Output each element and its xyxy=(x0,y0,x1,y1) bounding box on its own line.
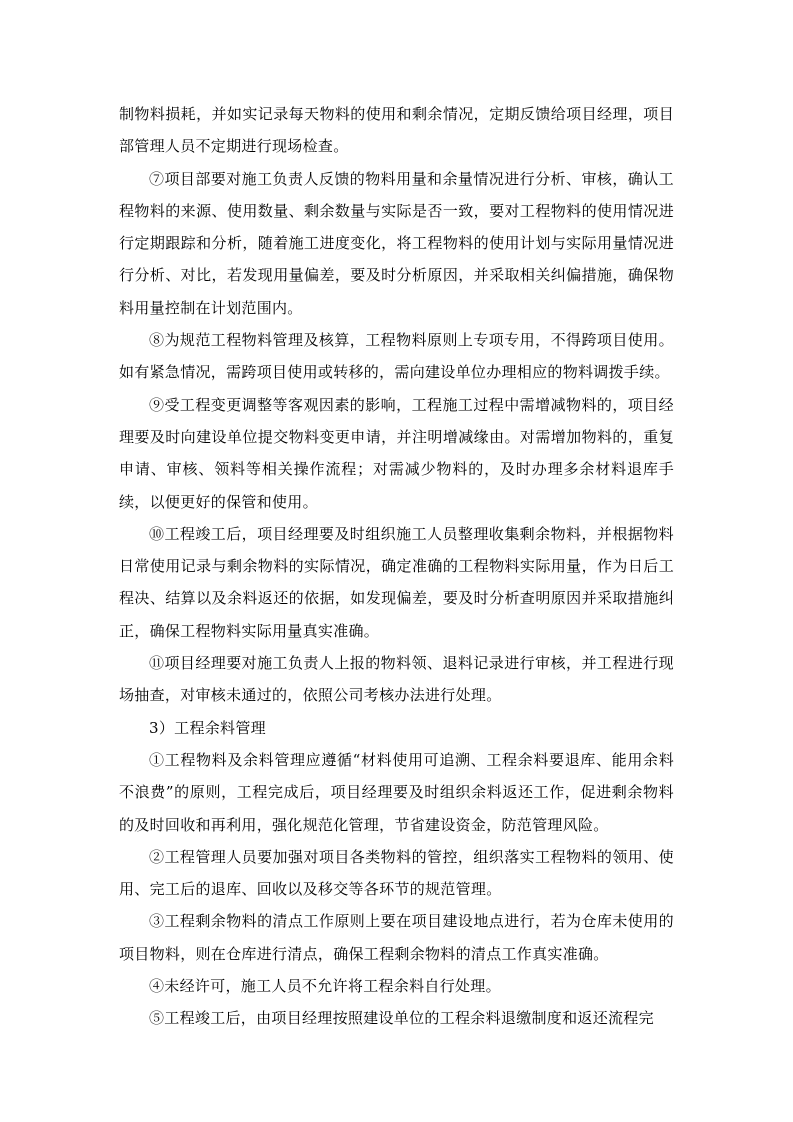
section-paragraph-4: ④未经许可，施工人员不允许将工程余料自行处理。 xyxy=(149,977,501,996)
section-paragraph-5: ⑤工程竣工后，由项目经理按照建设单位的工程余料退缴制度和返还流程完 xyxy=(149,1009,654,1028)
paragraph-item-9: ⑨受工程变更调整等客观因素的影响，工程施工过程中需增减物料的，项目经理要及时向建设单位提交物料变更申请，并注明增减缘由。对需增加物料的，重复申请、审核、领料等相关操作流程；对需减少物料的，及时办理多余材料退库手续，以便更好的保管和使用。 xyxy=(119,395,674,511)
paragraph-item-11: ⑪项目经理要对施工负责人上报的物料领、退料记录进行审核，并工程进行现场抽查，对审核未通过的，依照公司考核办法进行处理。 xyxy=(119,654,674,705)
paragraph-continuation: 制物料损耗，并如实记录每天物料的使用和剩余情况，定期反馈给项目经理，项目部管理人员不定期进行现场检查。 xyxy=(119,105,674,156)
paragraph-item-10: ⑩工程竣工后，项目经理要及时组织施工人员整理收集剩余物料，并根据物料日常使用记录与剩余物料的实际情况，确定准确的工程物料实际用量，作为日后工程决、结算以及余料返还的依据，如发现偏差，要及时分析查明原因并采取措施纠正，确保工程物料实际用量真实准确。 xyxy=(119,524,674,640)
paragraph-item-8: ⑧为规范工程物料管理及核算，工程物料原则上专项专用，不得跨项目使用。如有紧急情况，需跨项目使用或转移的，需向建设单位办理相应的物料调拨手续。 xyxy=(119,331,674,382)
section-paragraph-2: ②工程管理人员要加强对项目各类物料的管控，组织落实工程物料的领用、使用、完工后的退库、回收以及移交等各环节的规范管理。 xyxy=(119,847,674,899)
section-paragraph-1: ①工程物料及余料管理应遵循“材料使用可追溯、工程余料要退库、能用余料不浪费”的原则，工程完成后，项目经理要及时组织余料返还工作，促进剩余物料的及时回收和再利用，强化规范化管理，节省建设资金，防范管理风险。 xyxy=(119,750,674,834)
paragraph-item-7: ⑦项目部要对施工负责人反馈的物料用量和余量情况进行分析、审核，确认工程物料的来源、使用数量、剩余数量与实际是否一致，要对工程物料的使用情况进行定期跟踪和分析，随着施工进度变化，将工程物料的使用计划与实际用量情况进行分析、对比，若发现用量偏差，要及时分析原因，并采取相关纠偏措施，确保物料用量控制在计划范围内。 xyxy=(119,169,674,317)
document-body xyxy=(119,98,674,1035)
section-paragraph-3: ③工程剩余物料的清点工作原则上要在项目建设地点进行，若为仓库未使用的项目物料，则在仓库进行清点，确保工程剩余物料的清点工作真实准确。 xyxy=(119,912,674,963)
section-heading: 3）工程余料管理 xyxy=(149,718,266,737)
